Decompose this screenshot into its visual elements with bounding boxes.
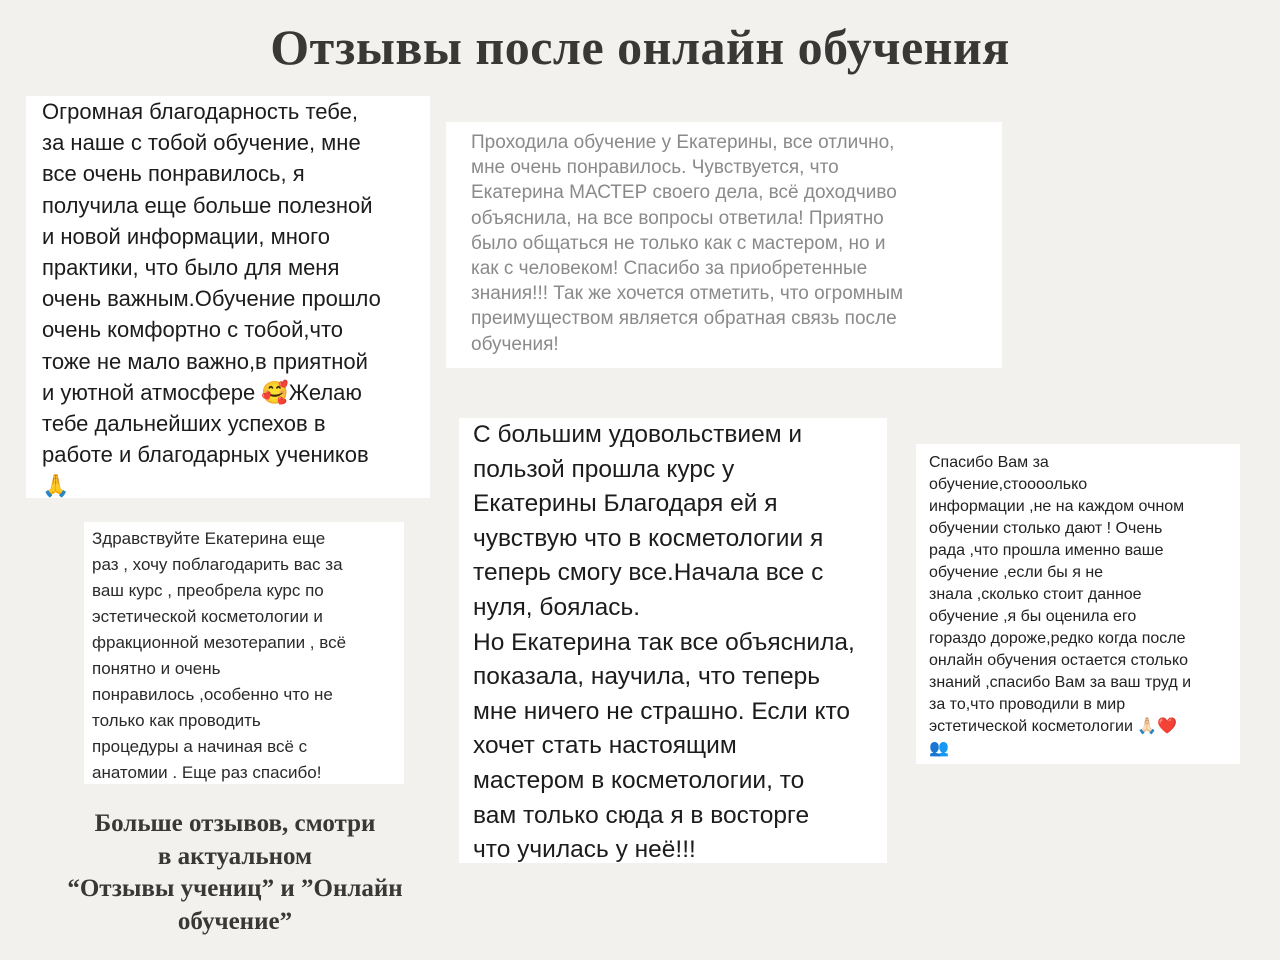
more-reviews-note: Больше отзывов, смотри в актуальном “Отзывы учениц” и ”Онлайн обучение” [67, 810, 403, 935]
review-card-aesthetic-course [84, 522, 404, 784]
review-text: Проходила обучение у Екатерины, все отлично, мне очень понравилось. Чувствуется, что Екатерина МАСТЕР своего дела, всё доходчиво объяснила, на все вопросы ответила! Приятно было общаться не только как с мастером, но и как с человеком! Спасибо за приобретенные знания!!! Так же хочется отметить, что огромным преимуществом является обратная связь после обучения! [471, 132, 904, 355]
review-text: Спасибо Вам за обучение,стоооолько информации ,не на каждом очном обучении столько дают ! Очень рада ,что прошла именно ваше обучение ,если бы я не знала ,сколько стоит данное обучение ,я бы оценила его гораздо дороже,редко когда после онлайн обучения остается столько знаний ,спасибо Вам за ваш труд и за то,что проводили в мир эстетической косметологии 🙏🏻❤️ 👥 [929, 454, 1192, 757]
review-text: Огромная благодарность тебе, за наше с тобой обучение, мне все очень понравилось, я получила еще больше полезной и новой информации, много практики, что было для меня очень важным.Обучение прошло очень комфортно с тобой,что тоже не мало важно,в приятной и уютной атмосфере 🥰Желаю тебе дальнейших успехов в работе и благодарных учеников 🙏 [42, 99, 381, 499]
review-card-online-value [916, 444, 1240, 764]
review-text: С большим удовольствием и пользой прошла курс у Екатерины Благодаря ей я чувствую что в косметологии я теперь смогу все.Начала все с нуля, боялась. Но Екатерина так все объяснила, показала, научила, что теперь мне ничего не страшно. Если кто хочет стать настоящим мастером в косметологии, то вам только сюда я в восторге что училась у неё!!! [473, 421, 855, 863]
review-card-master [446, 122, 1002, 368]
review-text: Здравствуйте Екатерина еще раз , хочу поблагодарить вас за ваш курс , преобрела курс по эстетической косметологии и фракционной мезотерапии , всё понятно и очень понравилось ,особенно что не только как проводить процедуры а начиная всё с анатомии . Еще раз спасибо! [92, 529, 347, 782]
page-title: Отзывы после онлайн обучения [270, 19, 1010, 75]
review-card-gratitude [26, 96, 430, 498]
review-card-from-scratch [459, 418, 887, 863]
